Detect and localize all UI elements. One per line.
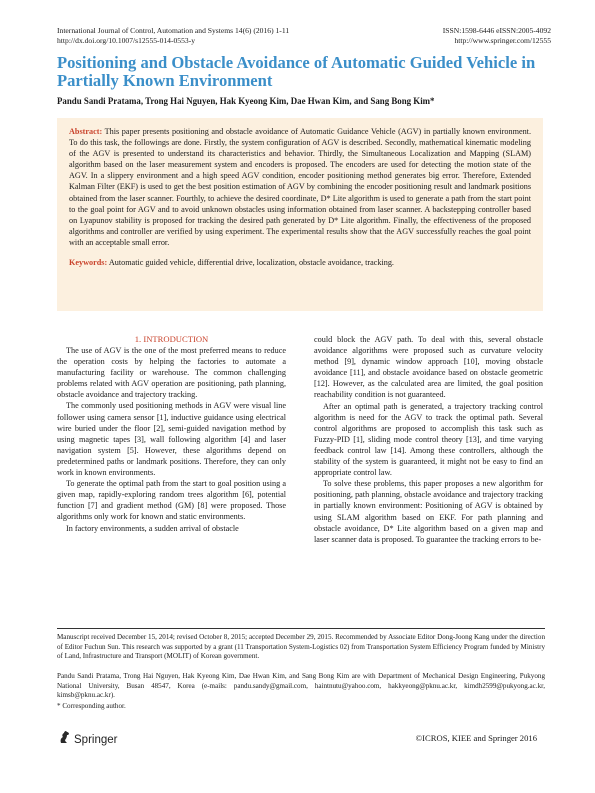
footnote-divider [57, 628, 545, 629]
section-heading-introduction: 1. INTRODUCTION [134, 334, 209, 344]
keywords-label: Keywords: [69, 258, 108, 268]
author-list: Pandu Sandi Pratama, Trong Hai Nguyen, Hak Kyeong Kim, Dae Hwan Kim, and Sang Bong Kim* [57, 96, 435, 106]
copyright: ©ICROS, KIEE and Springer 2016 [415, 733, 537, 743]
springer-wordmark: Springer [74, 733, 118, 746]
footnote-manuscript: Manuscript received December 15, 2014; revised October 8, 2015; accepted December 29, 2015. Recommended by Associate Editor Dong-Joong Kang under the direction of Editor Fuchun Sun. This research was supported by a grant (11 Transportation System-Logistics 02) from Transportation System Efficiency Program funded by Ministry of Land, Infrastructure and Transport (MOLIT) of Korean government. [57, 633, 545, 661]
intro-paragraph: The use of AGV is the one of the most preferred means to reduce the operation costs by helping the factories to automate a manufacturing facility or warehouse. The common challenging problems related with AGV operation are positioning, path planning, obstacle avoidance and trajectory tracking. [57, 346, 286, 400]
issn: ISSN:1598-6446 eISSN:2005-4092 [442, 26, 551, 35]
intro-paragraph: To generate the optimal path from the start to goal position using a given map, rapidly-exploring random trees algorithm [6], potential function [7] and gradient method (GM) [8] were proposed. Those algorithms only work for known and static environments. [57, 479, 286, 522]
footnote-corresponding: * Corresponding author. [57, 702, 126, 710]
intro-paragraph: The commonly used positioning methods in AGV were visual line follower using camera sensor [1], inductive guidance using electrical wire buried under the floor [2], semi-guided navigation method by using magnetic tapes [3], wall following algorithm [4] and laser navigation system [5]. However, these algorithms depend on predetermined paths or landmark positions. Therefore, they can only work in known environments. [57, 401, 286, 478]
abstract-label: Abstract: [69, 127, 103, 136]
right-column [314, 334, 543, 545]
intro-paragraph: In factory environments, a sudden arrival of obstacle [66, 523, 239, 533]
springer-logo [58, 730, 117, 749]
website-link[interactable]: http://www.springer.com/12555 [454, 36, 551, 45]
abstract [69, 126, 531, 248]
intro-paragraph: could block the AGV path. To deal with this, several obstacle avoidance algorithms were proposed such as curvature velocity method [9], dynamic window approach [10], moving obstacle avoidance [11], and obstacle avoidance based on obstacle geometric [12]. However, as the calculated area are limited, the goal position reachability condition is not guaranteed. [314, 335, 543, 400]
journal-citation: International Journal of Control, Automation and Systems 14(6) (2016) 1-11 [57, 26, 290, 35]
doi-link[interactable]: http://dx.doi.org/10.1007/s12555-014-0553-y [57, 36, 196, 45]
intro-paragraph: After an optimal path is generated, a trajectory tracking control algorithm is need for the AGV to track the optimal path. Several control algorithms are proposed to accomplish this task such as Fuzzy-PID [1], sliding mode control theory [13], and time varying feedback control law [14]. Among these controllers, although the stability of the system is guaranteed, it might not be easy to find an appropriate control law. [314, 401, 543, 478]
running-header-right [443, 26, 551, 46]
paper-title: Positioning and Obstacle Avoidance of Automatic Guided Vehicle in Partially Known Environment [57, 53, 536, 90]
left-column [57, 334, 286, 534]
footnote-affiliation: Pandu Sandi Pratama, Trong Hai Nguyen, Hak Kyeong Kim, Dae Hwan Kim, and Sang Bong Kim are with Department of Mechanical Design Engineering, Pukyong National University, Busan 48547, Korea (e-mails: pandu.sandy@gmail.com, haintnutu@yahoo.com, hakkyeong@pknu.ac.kr, kimdh2599@pukyong.ac.kr, kimsb@pknu.ac.kr). [57, 672, 545, 700]
keywords-text: Automatic guided vehicle, differential drive, localization, obstacle avoidance, tracking. [108, 258, 394, 268]
keywords [69, 257, 531, 268]
running-header-left [57, 26, 289, 46]
abstract-box [57, 118, 543, 311]
intro-paragraph: To solve these problems, this paper proposes a new algorithm for positioning, path planning, obstacle avoidance and trajectory tracking in partially known environment: Positioning of AGV is obtained by using SLAM algorithm based on EKF. For path planning and obstacle avoidance, D* Lite algorithm based on a given map and laser scanner data is proposed. To guarantee the tracking errors to be- [314, 479, 543, 544]
abstract-text: This paper presents positioning and obstacle avoidance of Automatic Guidance Vehicle (AGV) in partially known environment. To do this task, the followings are done. Firstly, the system configuration of AGV is described. Secondly, mathematical kinematic modeling of the AGV is presented to understand its characteristics and behavior. Thirdly, the Simultaneous Localization and Mapping (SLAM) algorithm based on the laser measurement system and encoders is proposed. The encoders are used for detecting the motion state of the AGV. In a slippery environment and a high speed AGV condition, encoder positioning method generates big error. Therefore, Extended Kalman Filter (EKF) is used to get the best position estimation of AGV by combining the encoder positioning result and landmark positions obtained from the laser scanner. Fourthly, to achieve the desired coordinate, D* Lite algorithm is used to generate a path from the start point to the goal point for AGV and to avoid unknown obstacles using information obtained from laser scanner. A backstepping controller based on Lyapunov stability is proposed for tracking the desired path generated by D* Lite algorithm. Finally, the effectiveness of the proposed algorithms and controller are verified by using experiment. The experimental results show that the AGV successfully reaches the goal point with an acceptable small error. [69, 127, 531, 247]
springer-horse-logo-icon [58, 730, 71, 749]
